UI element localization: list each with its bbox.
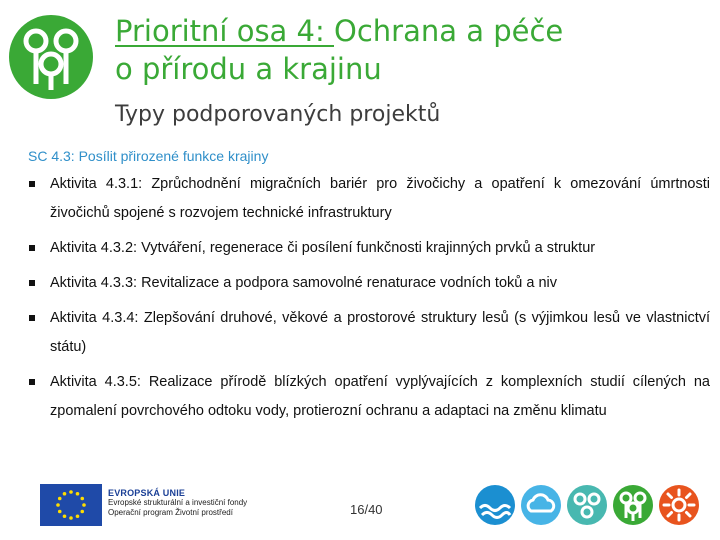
eu-star [69, 516, 73, 520]
bullet-icon [29, 245, 35, 251]
title-axis-label: Prioritní osa 4: [115, 14, 334, 48]
eu-star [58, 510, 62, 514]
bullet-icon [29, 280, 35, 286]
bullet-icon [29, 315, 35, 321]
bullet-icon [29, 181, 35, 187]
eu-star [56, 503, 60, 507]
water-icon [474, 484, 516, 526]
bullet-icon [29, 379, 35, 385]
list-item-text: Aktivita 4.3.2: Vytváření, regenerace či posílení funkčnosti krajinných prvků a struktur [50, 240, 596, 256]
list-item-text: Aktivita 4.3.4: Zlepšování druhové, věkové a prostorové struktury lesů (s výjimkou lesů ve vlastnictví státu) [50, 310, 710, 355]
title-text-line2: o přírodu a krajinu [115, 52, 382, 86]
eu-title: EVROPSKÁ UNIE [108, 488, 186, 498]
eu-star [80, 497, 84, 501]
eu-star [63, 492, 67, 496]
list-item-text: Aktivita 4.3.5: Realizace přírodě blízkých opatření vyplývajících z komplexních studií cílených na zpomalení povrchového odtoku vody, protierozní ochranu a adaptaci na změnu klimatu [50, 374, 710, 419]
page-title [115, 12, 715, 88]
list-item [28, 170, 710, 228]
list-item [28, 269, 710, 298]
page-number: 16/40 [350, 502, 383, 517]
eu-star [58, 497, 62, 501]
list-item [28, 234, 710, 263]
page-subtitle: Typy podporovaných projektů [115, 102, 441, 127]
eu-star [63, 514, 67, 518]
eu-star [69, 490, 73, 494]
eu-flag-icon [40, 484, 102, 526]
cloud-air-icon [520, 484, 562, 526]
eu-star [76, 514, 80, 518]
list-item-text: Aktivita 4.3.1: Zprůchodnění migračních bariér pro živočichy a opatření k omezování úmrtnosti živočichů spojené s rozvojem technické infrastruktury [50, 176, 710, 221]
activity-list [28, 170, 710, 432]
sun-energy-icon [658, 484, 700, 526]
eu-funds-line: Evropské strukturální a investiční fondy [108, 498, 248, 507]
eu-star [82, 503, 86, 507]
list-item [28, 368, 710, 426]
specific-objective-heading: SC 4.3: Posílit přirozené funkce krajiny [28, 148, 269, 164]
nature-trees-icon [612, 484, 654, 526]
recycle-waste-icon [566, 484, 608, 526]
eu-star [80, 510, 84, 514]
eu-star [76, 492, 80, 496]
list-item [28, 304, 710, 362]
nature-trees-icon [8, 14, 94, 100]
priority-axis-icons [474, 484, 700, 528]
list-item-text: Aktivita 4.3.3: Revitalizace a podpora samovolné renaturace vodních toků a niv [50, 275, 557, 291]
eu-funding-text [108, 488, 247, 518]
eu-programme-line: Operační program Životní prostředí [108, 508, 233, 517]
title-text-line1: Ochrana a péče [334, 14, 564, 48]
